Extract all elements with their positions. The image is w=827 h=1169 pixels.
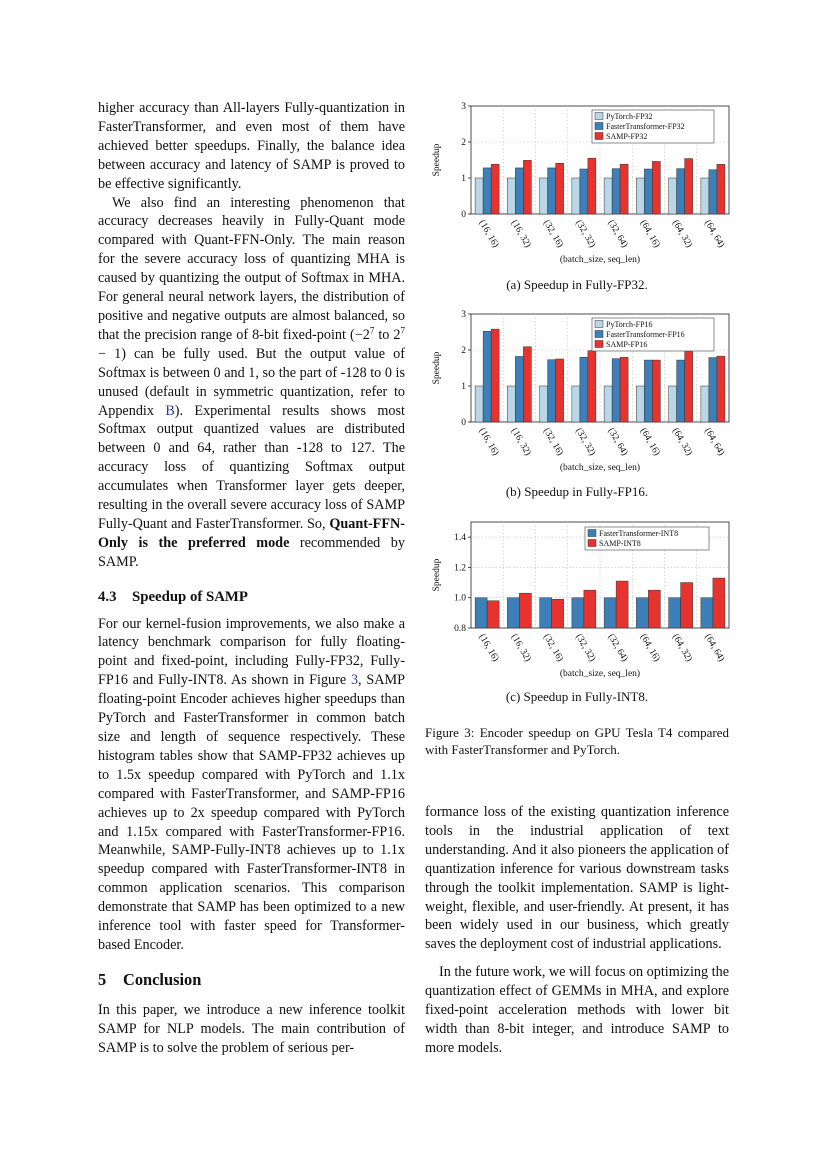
bar <box>552 599 564 628</box>
range-high: − 1) <box>98 345 126 362</box>
bar <box>709 170 717 214</box>
chart-svg <box>425 98 729 270</box>
bar <box>669 598 681 628</box>
bar <box>588 158 596 214</box>
legend-swatch <box>595 133 603 140</box>
bar <box>580 169 588 214</box>
legend-label: FasterTransformer-INT8 <box>599 529 679 538</box>
x-tick-label: (32, 32) <box>573 426 597 458</box>
chart-fully-int8 <box>425 516 729 706</box>
bar <box>572 178 580 214</box>
bar <box>612 359 620 422</box>
bar <box>507 386 515 422</box>
paragraph-softmax <box>98 194 405 572</box>
bar <box>717 164 725 214</box>
y-tick-label: 0 <box>461 210 466 220</box>
figure-caption: Figure 3: Encoder speedup on GPU Tesla T4 compared with FasterTransformer and PyTorch. <box>425 725 729 757</box>
figure-link[interactable]: 3 <box>350 672 359 689</box>
bar <box>620 357 628 422</box>
bar <box>584 590 596 628</box>
x-axis-label: (batch_size, seq_len) <box>559 255 641 265</box>
bar <box>515 356 523 422</box>
bar <box>540 598 552 628</box>
paragraph-speedup <box>98 615 405 955</box>
x-tick-label: (32, 16) <box>541 426 565 458</box>
y-tick-label: 3 <box>461 310 466 320</box>
y-tick-label: 1 <box>461 174 466 184</box>
para2-text-2: can be fully used. But the output value of Softmax is between 0 and 1, so the part of -128 to 0 is unused (default in symmetric quantization, refer to Appendix <box>98 345 405 419</box>
x-tick-label: (16, 32) <box>508 218 533 250</box>
legend-swatch <box>595 331 603 338</box>
legend-swatch <box>595 113 603 120</box>
bar <box>677 360 685 422</box>
legend-label: PyTorch-FP32 <box>606 112 653 121</box>
x-tick-label: (16, 16) <box>476 632 501 664</box>
para2-bold: Quant-FFN-Only is the preferred mode <box>98 515 405 551</box>
paragraph-accuracy: higher accuracy than All-layers Fully-quantization in FasterTransformer, and even most of them have achieved better speedups. Finally, the balance idea between accuracy and latency of SAMP is proved to be effective significantly. <box>98 100 405 192</box>
legend-label: SAMP-INT8 <box>599 539 641 548</box>
x-tick-label: (32, 16) <box>541 632 565 664</box>
y-tick-label: 1.4 <box>454 533 466 544</box>
bar <box>588 351 596 422</box>
bar <box>604 598 616 628</box>
section-title: Conclusion <box>123 969 202 989</box>
bar <box>709 358 717 422</box>
range-mid: to 2 <box>374 326 401 343</box>
y-tick-label: 3 <box>461 102 466 112</box>
bar <box>556 163 564 214</box>
bar <box>620 164 628 214</box>
bar <box>717 356 725 422</box>
x-tick-label: (32, 64) <box>605 426 630 458</box>
bar <box>701 598 713 628</box>
legend-swatch <box>595 341 603 348</box>
bar <box>548 168 556 214</box>
x-tick-label: (32, 64) <box>605 632 630 664</box>
bar <box>507 598 519 628</box>
bar <box>507 178 515 214</box>
x-tick-label: (32, 64) <box>605 218 630 250</box>
y-tick-label: 2 <box>461 346 466 356</box>
para2-text-4: recommended by SAMP. <box>98 534 405 570</box>
bar <box>644 360 652 422</box>
bar <box>491 164 499 214</box>
x-tick-label: (64, 64) <box>702 632 726 664</box>
x-tick-label: (16, 16) <box>476 218 501 250</box>
subcaption-a: (a) Speedup in Fully-FP32. <box>506 277 648 292</box>
bar <box>523 160 531 214</box>
x-tick-label: (16, 16) <box>476 426 501 458</box>
x-tick-label: (64, 32) <box>670 632 694 664</box>
x-tick-label: (64, 32) <box>670 218 694 250</box>
bar <box>713 578 725 628</box>
section-title: Speedup of SAMP <box>132 588 248 605</box>
para2-text-3: ). Experimental results shows most Softmax output quantized values are distributed between 0 and 64, rather than -128 to 127. The accuracy loss of quantizing Softmax output accumulates when Transformer layer gets deeper, resulting in the overall severe accuracy loss of SAMP Fully-Quant and FasterTransformer. So, <box>98 402 405 532</box>
x-tick-label: (64, 16) <box>637 632 662 664</box>
legend-label: FasterTransformer-FP16 <box>606 330 685 339</box>
legend-swatch <box>588 540 596 547</box>
chart-fully-fp16 <box>425 306 729 506</box>
left-column <box>98 99 405 1058</box>
para3-text-2: , SAMP floating-point Encoder achieves higher speedups than PyTorch and FasterTransformer in common batch size and length of sequence respectively. These histogram tables show that SAMP-FP32 achieves up to 1.5x speedup compared with PyTorch and 1.1x compared with FasterTransformer, and SAMP-FP16 achieves up to 2x speedup compared with PyTorch and 1.15x compared with FasterTransformer-FP16. Meanwhile, SAMP-Fully-INT8 achieves up to 1.1x speedup compared with FasterTransformer-INT8 in common application scenarios. This comparison demonstrate that SAMP has been optimized to a new inference tool with faster speed for Transformer-based Encoder. <box>98 672 405 953</box>
legend-label: SAMP-FP32 <box>606 132 648 141</box>
right-column <box>425 803 729 1058</box>
para3-text-1: For our kernel-fusion improvements, we also make a latency benchmark comparison for fully floating-point and fixed-point, including Fully-FP32, Fully-FP16 and Fully-INT8. As shown in Figure <box>98 615 405 689</box>
bar <box>572 598 584 628</box>
bar <box>685 349 693 422</box>
bar <box>548 360 556 422</box>
bar <box>636 598 648 628</box>
bar <box>644 169 652 214</box>
bar <box>540 386 548 422</box>
subcaption-b: (b) Speedup in Fully-FP16. <box>505 484 649 499</box>
legend-label: SAMP-FP16 <box>606 340 648 349</box>
bar <box>681 583 693 628</box>
bar <box>519 593 531 628</box>
bar <box>701 178 709 214</box>
x-tick-label: (64, 32) <box>670 426 694 458</box>
paragraph-performance: formance loss of the existing quantization inference tools in the industrial application of text understanding. And it also pioneers the application of quantization inference for various downstream tasks through the toolkit implementation. SAMP is light-weight, flexible, and user-friendly. At present, it has been widely used in our business, which greatly saves the deployment cost of industrial applications. <box>425 804 729 953</box>
paragraph-conclusion: In this paper, we introduce a new inference toolkit SAMP for NLP models. The main contribution of SAMP is to solve the problem of serious per- <box>98 1001 405 1056</box>
bar <box>669 178 677 214</box>
bar <box>669 386 677 422</box>
x-tick-label: (64, 64) <box>702 218 726 250</box>
section-number: 5 <box>98 969 107 989</box>
bar <box>540 178 548 214</box>
bar <box>604 386 612 422</box>
range-low: −2 <box>354 326 370 343</box>
bar <box>483 331 491 422</box>
legend-label: PyTorch-FP16 <box>606 320 653 329</box>
appendix-link[interactable]: B <box>165 402 175 419</box>
bar <box>652 360 660 422</box>
x-tick-label: (64, 64) <box>702 426 726 458</box>
bar <box>701 386 709 422</box>
x-tick-label: (64, 16) <box>637 426 662 458</box>
x-tick-label: (32, 32) <box>573 218 597 250</box>
bar <box>636 386 644 422</box>
bar <box>475 598 487 628</box>
x-tick-label: (64, 16) <box>637 218 662 250</box>
bar <box>580 357 588 422</box>
y-axis-label: Speedup <box>432 558 442 592</box>
bar <box>604 178 612 214</box>
range-exp-high: 7 <box>400 325 405 336</box>
bar <box>636 178 644 214</box>
bar <box>612 169 620 214</box>
chart-svg <box>425 516 729 686</box>
range-exp-low: 7 <box>369 325 375 336</box>
bar <box>515 168 523 214</box>
x-tick-label: (16, 32) <box>508 426 533 458</box>
bar <box>652 161 660 214</box>
bar <box>475 386 483 422</box>
chart-svg <box>425 306 729 478</box>
bar <box>523 347 531 422</box>
section-heading-5 <box>98 971 405 990</box>
y-axis-label: Speedup <box>432 351 442 385</box>
x-tick-label: (32, 16) <box>541 218 565 250</box>
bar <box>616 581 628 628</box>
bar <box>648 590 660 628</box>
y-axis-label: Speedup <box>432 143 442 177</box>
legend-label: FasterTransformer-FP32 <box>606 122 685 131</box>
subcaption-c: (c) Speedup in Fully-INT8. <box>505 689 649 704</box>
bar <box>685 159 693 214</box>
y-tick-label: 1 <box>461 382 466 392</box>
x-tick-label: (32, 32) <box>573 632 597 664</box>
bar <box>677 169 685 214</box>
para2-text-1: We also find an interesting phenomenon that accuracy decreases heavily in Fully-Quant mode compared with Quant-FFN-Only. The main reason for the severe accuracy loss of quantizing MHA is caused by quantizing the output of Softmax in MHA. For general neural network layers, the distribution of positive and negative outputs are almost balanced, so that the precision range of 8-bit fixed-point ( <box>98 194 405 343</box>
y-tick-label: 1.0 <box>454 593 466 604</box>
y-tick-label: 2 <box>461 138 466 148</box>
x-axis-label: (batch_size, seq_len) <box>559 669 641 679</box>
x-axis-label: (batch_size, seq_len) <box>559 463 641 473</box>
bar <box>483 168 491 214</box>
bar <box>487 601 499 628</box>
bar <box>491 329 499 422</box>
y-tick-label: 1.2 <box>454 563 466 574</box>
legend-swatch <box>595 321 603 328</box>
bar <box>556 359 564 422</box>
y-tick-label: 0.8 <box>454 624 466 634</box>
y-tick-label: 0 <box>461 418 466 428</box>
paragraph-future-work: In the future work, we will focus on optimizing the quantization effect of GEMMs in MHA, and explore fixed-point acceleration methods with lower bit width than 8-bit integer, and introduce SAMP to more models. <box>425 964 729 1056</box>
section-heading-4-3 <box>98 588 405 607</box>
x-tick-label: (16, 32) <box>508 632 533 664</box>
chart-fully-fp32 <box>425 98 729 298</box>
legend-swatch <box>588 530 596 537</box>
bar <box>572 386 580 422</box>
legend-swatch <box>595 123 603 130</box>
bar <box>475 178 483 214</box>
section-number: 4.3 <box>98 588 117 605</box>
